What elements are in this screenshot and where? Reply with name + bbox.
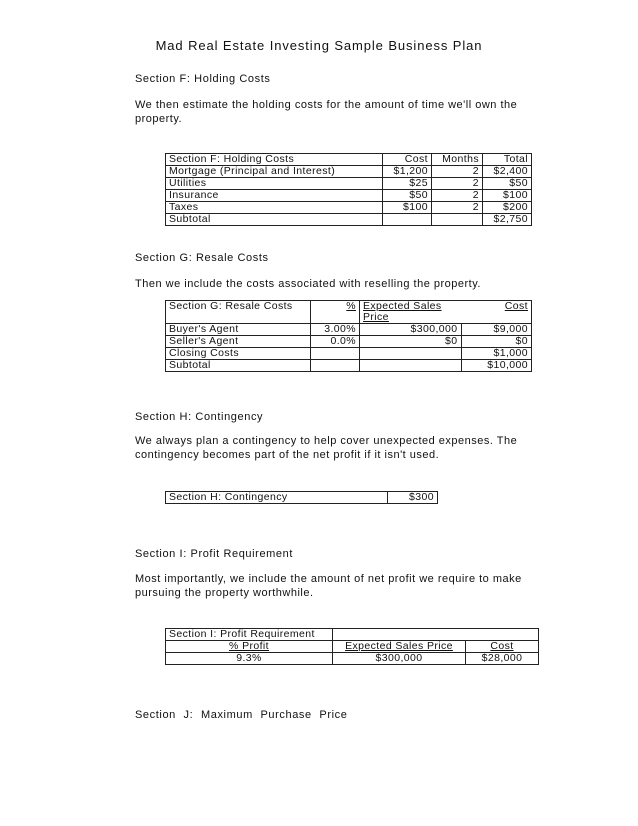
section-f-paragraph: We then estimate the holding costs for the amount of time we'll own the property.: [135, 99, 518, 125]
contingency-value: $300: [388, 492, 438, 504]
table-cell: Section G: Resale Costs: [166, 301, 311, 324]
table-row: [166, 202, 532, 214]
section-f-heading: Section F: Holding Costs: [135, 73, 271, 85]
table-cell: 2: [432, 202, 483, 214]
expected-sales-price-header: Expected Sales Price: [363, 300, 442, 323]
table-cell: Mortgage (Principal and Interest): [166, 166, 383, 178]
table-cell: %: [311, 301, 360, 324]
table-cell: $300,000: [333, 653, 466, 665]
table-header-row: [166, 301, 532, 324]
table-cell: [461, 301, 532, 324]
profit-percent-header: % Profit: [229, 640, 269, 652]
table-cell: [383, 214, 432, 226]
table-cell: [311, 348, 360, 360]
cost-header: Cost: [490, 640, 514, 652]
table-row: [166, 166, 532, 178]
table-cell: 3.00%: [311, 324, 360, 336]
table-cell: [333, 629, 539, 641]
subtotal-row: [166, 360, 532, 372]
table-row: [166, 348, 532, 360]
table-cell: $50: [483, 178, 532, 190]
section-h-heading: Section H: Contingency: [135, 411, 264, 423]
table-cell: [360, 360, 462, 372]
table-cell: $0: [461, 336, 532, 348]
table-cell: Insurance: [166, 190, 383, 202]
profit-requirement-table: [165, 628, 539, 665]
table-cell: [360, 301, 462, 324]
cost-header: Cost: [504, 300, 528, 312]
contingency-label: Section H: Contingency: [166, 492, 388, 504]
table-cell: Months: [432, 154, 483, 166]
table-cell: Cost: [383, 154, 432, 166]
subtotal-value: $2,750: [483, 214, 532, 226]
section-g-paragraph: Then we include the costs associated with reselling the property.: [135, 278, 481, 290]
subtotal-label: Subtotal: [166, 214, 383, 226]
table-row: [166, 178, 532, 190]
table-header-row: [166, 154, 532, 166]
table-cell: $2,400: [483, 166, 532, 178]
section-h-paragraph: We always plan a contingency to help cover unexpected expenses. The contingency becomes part of the net profit if it isn't used.: [135, 435, 518, 461]
holding-costs-table: [165, 153, 532, 226]
table-row: [166, 492, 438, 504]
table-cell: [432, 214, 483, 226]
table-cell: $200: [483, 202, 532, 214]
table-cell: 2: [432, 178, 483, 190]
table-row: [166, 190, 532, 202]
document-title: Mad Real Estate Investing Sample Business Plan: [155, 38, 483, 53]
table-cell: $25: [383, 178, 432, 190]
table-cell: $100: [383, 202, 432, 214]
table-cell: $9,000: [461, 324, 532, 336]
table-cell: [311, 360, 360, 372]
table-cell: 9.3%: [166, 653, 333, 665]
subtotal-label: Subtotal: [166, 360, 311, 372]
table-cell: [333, 641, 466, 653]
table-cell: $28,000: [466, 653, 539, 665]
table-cell: $100: [483, 190, 532, 202]
table-cell: Section F: Holding Costs: [166, 154, 383, 166]
table-title-row: [166, 629, 539, 641]
table-title-cell: Section I: Profit Requirement: [166, 629, 333, 641]
resale-costs-table: [165, 300, 532, 372]
table-cell: $50: [383, 190, 432, 202]
table-row: [166, 653, 539, 665]
section-i-heading: Section I: Profit Requirement: [135, 548, 294, 560]
table-cell: $1,200: [383, 166, 432, 178]
table-cell: Taxes: [166, 202, 383, 214]
table-header-row: [166, 641, 539, 653]
section-j-heading: Section J: Maximum Purchase Price: [135, 709, 348, 721]
subtotal-value: $10,000: [461, 360, 532, 372]
table-cell: 2: [432, 190, 483, 202]
table-cell: Utilities: [166, 178, 383, 190]
section-i-paragraph: Most importantly, we include the amount of net profit we require to make pursuing the property worthwhile.: [135, 573, 522, 599]
table-cell: Seller's Agent: [166, 336, 311, 348]
table-cell: $0: [360, 336, 462, 348]
contingency-table: [165, 491, 438, 504]
table-row: [166, 336, 532, 348]
table-cell: $300,000: [360, 324, 462, 336]
expected-sales-price-header: Expected Sales Price: [345, 640, 453, 652]
table-cell: 0.0%: [311, 336, 360, 348]
table-cell: Buyer's Agent: [166, 324, 311, 336]
table-row: [166, 324, 532, 336]
section-g-heading: Section G: Resale Costs: [135, 252, 269, 264]
table-cell: 2: [432, 166, 483, 178]
table-cell: [466, 641, 539, 653]
table-cell: [166, 641, 333, 653]
table-cell: Closing Costs: [166, 348, 311, 360]
table-cell: Total: [483, 154, 532, 166]
subtotal-row: [166, 214, 532, 226]
table-cell: $1,000: [461, 348, 532, 360]
table-cell: [360, 348, 462, 360]
